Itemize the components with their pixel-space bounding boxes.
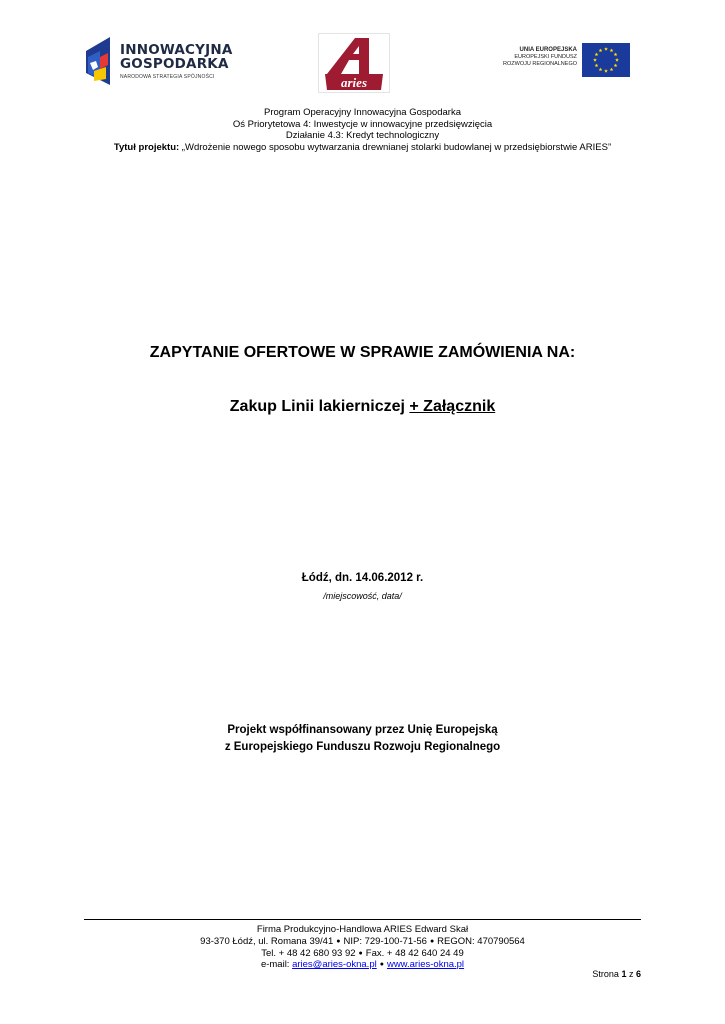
project-title-label: Tytuł projektu: xyxy=(113,141,180,153)
footer-fax: Fax. + 48 42 640 24 49 xyxy=(365,947,464,959)
project-title: „Wdrożenie nowego sposobu wytwarzania drewnianej stolarki budowlanej w przedsiębiorstwie ARIES” xyxy=(179,141,612,153)
bullet-icon: ● xyxy=(379,961,384,969)
innowacyjna-gospodarka-emblem-icon xyxy=(84,33,120,89)
eu-logo xyxy=(493,43,631,77)
aries-logo xyxy=(318,33,390,93)
page-current: 1 xyxy=(621,969,627,979)
bullet-icon: ● xyxy=(336,937,341,945)
page-label: Strona xyxy=(592,969,622,979)
place-date: Łódź, dn. 14.06.2012 r. xyxy=(301,572,424,584)
footer-divider xyxy=(84,919,641,920)
email-link[interactable]: aries@aries-okna.pl xyxy=(292,959,377,971)
aries-logo-text: aries xyxy=(341,75,367,90)
attachment-label: + Załącznik xyxy=(409,398,496,415)
ig-line2: GOSPODARKA xyxy=(120,56,229,72)
priority-axis: Oś Priorytetowa 4: Inwestycje w innowacyjne przedsięwzięcia xyxy=(232,118,493,130)
eu-flag-icon xyxy=(582,43,630,77)
aries-emblem-icon xyxy=(319,34,389,92)
program-name: Program Operacyjny Innowacyjna Gospodarka xyxy=(264,107,461,118)
place-date-hint: /miejscowość, data/ xyxy=(323,591,402,601)
eu-line2: EUROPEJSKI FUNDUSZ xyxy=(514,54,577,60)
page-of: z xyxy=(626,969,636,979)
project-title-line xyxy=(0,142,725,154)
footer-company: Firma Produkcyjno-Handlowa ARIES Edward Skał xyxy=(256,924,469,935)
bullet-icon: ● xyxy=(429,937,435,945)
footer-email-label: e-mail: xyxy=(260,959,293,971)
page-total: 6 xyxy=(635,969,641,979)
ig-line1: INNOWACYJNA xyxy=(120,42,233,58)
cofinancing-line2: z Europejskiego Funduszu Rozwoju Regionalnego xyxy=(224,741,501,753)
website-link[interactable]: www.aries-okna.pl xyxy=(386,959,465,971)
footer-nip: NIP: 729-100-71-56 xyxy=(343,935,427,947)
program-header xyxy=(0,107,725,153)
eu-line1: UNIA EUROPEJSKA xyxy=(519,47,577,53)
eu-line3: ROZWOJU REGIONALNEGO xyxy=(503,61,577,67)
document-title: ZAPYTANIE OFERTOWE W SPRAWIE ZAMÓWIENIA NA: xyxy=(149,344,576,361)
ig-subtitle: NARODOWA STRATEGIA SPÓJNOŚCI xyxy=(120,74,215,80)
footer-address: 93-370 Łódź, ul. Romana 39/41 xyxy=(200,935,334,947)
cofinancing-note xyxy=(0,722,725,756)
measure: Działanie 4.3: Kredyt technologiczny xyxy=(285,130,440,141)
footer xyxy=(0,924,725,971)
bullet-icon: ● xyxy=(358,949,363,957)
page-number xyxy=(592,969,641,979)
innowacyjna-gospodarka-logo xyxy=(84,33,234,89)
subject-text: Zakup Linii lakierniczej xyxy=(229,398,410,415)
footer-phones xyxy=(0,948,725,960)
order-subject xyxy=(0,398,725,416)
footer-regon: REGON: 470790564 xyxy=(437,935,525,947)
footer-registration xyxy=(0,936,725,948)
cofinancing-line1: Projekt współfinansowany przez Unię Europejską xyxy=(227,724,498,736)
footer-tel: Tel. + 48 42 680 93 92 xyxy=(261,947,356,959)
